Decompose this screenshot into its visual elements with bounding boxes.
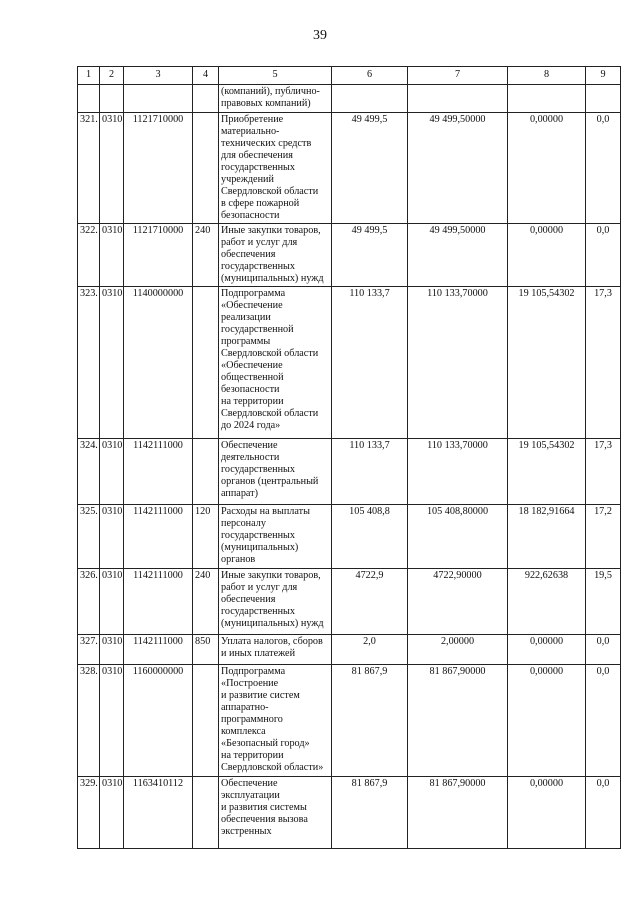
planned-amount: 2,0 [363,636,376,647]
section-code: 0310 [102,666,123,677]
planned-amount: 105 408,8 [349,506,390,517]
expense-type-code-cell [193,665,219,777]
execution-percent: 17,3 [594,440,612,451]
target-code: 1142111000 [133,440,183,451]
planned-amount-cell [332,439,408,505]
column-header-3: 3 [124,67,193,85]
expense-type-code: 240 [195,570,211,581]
item-name-cell [219,505,332,569]
row-number-cell [78,439,100,505]
planned-amount-cell [332,777,408,849]
executed-amount: 19 105,54302 [518,288,575,299]
approved-amount: 110 133,70000 [427,440,488,451]
budget-table [77,66,621,849]
section-code-cell [100,113,124,224]
expense-type-code-cell [193,777,219,849]
target-code: 1160000000 [132,666,184,677]
execution-percent: 0,0 [596,114,610,125]
execution-percent: 19,5 [594,570,612,581]
executed-amount-cell [508,287,586,439]
execution-percent: 0,0 [596,778,610,789]
table-body [78,85,621,849]
executed-amount: 922,62638 [524,570,569,581]
section-code: 0310 [102,778,123,789]
approved-amount: 4722,90000 [433,570,482,581]
column-header-6: 6 [332,67,408,85]
section-code-cell [100,287,124,439]
planned-amount-cell [332,85,408,113]
execution-percent-cell [586,287,621,439]
row-number-cell [78,569,100,635]
table-row [78,505,621,569]
item-name: Иные закупки товаров, работ и услуг для обеспечения государственных (муниципальных) нужд [221,570,324,629]
column-header-2: 2 [100,67,124,85]
row-number: 323. [80,288,98,299]
section-code: 0310 [102,225,123,236]
execution-percent-cell [586,224,621,287]
item-name: Уплата налогов, сборов и иных платежей [221,636,323,659]
approved-amount: 81 867,90000 [429,666,486,677]
target-code-cell [124,665,193,777]
planned-amount: 49 499,5 [351,225,388,236]
planned-amount-cell [332,505,408,569]
executed-amount-cell [508,439,586,505]
row-number: 324. [80,440,98,451]
row-number: 325. [80,506,98,517]
executed-amount-cell [508,635,586,665]
planned-amount-cell [332,287,408,439]
target-code-cell [124,224,193,287]
execution-percent: 17,2 [594,506,612,517]
section-code: 0310 [102,440,123,451]
table-row [78,635,621,665]
approved-amount: 2,00000 [440,636,475,647]
executed-amount: 0,00000 [529,225,564,236]
table-row [78,777,621,849]
target-code-cell [124,287,193,439]
executed-amount: 0,00000 [529,666,564,677]
execution-percent-cell [586,113,621,224]
column-header-7: 7 [408,67,508,85]
section-code-cell [100,85,124,113]
target-code-cell [124,505,193,569]
target-code-cell [124,777,193,849]
row-number: 329. [80,778,98,789]
header-row [78,67,621,85]
planned-amount-cell [332,665,408,777]
item-name-cell [219,287,332,439]
executed-amount: 19 105,54302 [518,440,575,451]
planned-amount-cell [332,635,408,665]
executed-amount-cell [508,505,586,569]
item-name-cell [219,85,332,113]
executed-amount-cell [508,665,586,777]
approved-amount: 49 499,50000 [429,114,486,125]
item-name-cell [219,439,332,505]
table-row [78,85,621,113]
expense-type-code-cell [193,287,219,439]
column-header-9: 9 [586,67,621,85]
target-code: 1163410112 [132,778,184,789]
row-number-cell [78,287,100,439]
execution-percent-cell [586,569,621,635]
row-number: 326. [80,570,98,581]
item-name: Подпрограмма «Построение и развитие систем аппаратно- программного комплекса «Безопасный город» на территории Свердловской области» [221,666,324,773]
item-name-cell [219,777,332,849]
expense-type-code-cell [193,635,219,665]
table-row [78,287,621,439]
row-number: 322. [80,225,98,236]
target-code: 1121710000 [132,225,184,236]
target-code-cell [124,85,193,113]
section-code-cell [100,635,124,665]
execution-percent-cell [586,439,621,505]
executed-amount-cell [508,85,586,113]
item-name: Обеспечение эксплуатации и развития системы обеспечения вызова экстренных [221,778,308,837]
planned-amount: 110 133,7 [349,440,390,451]
row-number-cell [78,85,100,113]
planned-amount: 81 867,9 [351,666,388,677]
row-number-cell [78,635,100,665]
approved-amount-cell [408,85,508,113]
executed-amount-cell [508,224,586,287]
planned-amount: 49 499,5 [351,114,388,125]
execution-percent: 0,0 [596,666,610,677]
target-code-cell [124,635,193,665]
approved-amount-cell [408,569,508,635]
execution-percent-cell [586,777,621,849]
executed-amount-cell [508,777,586,849]
expense-type-code-cell [193,439,219,505]
approved-amount-cell [408,777,508,849]
table-row [78,224,621,287]
executed-amount-cell [508,113,586,224]
section-code: 0310 [102,288,123,299]
section-code-cell [100,505,124,569]
item-name-cell [219,113,332,224]
execution-percent-cell [586,85,621,113]
item-name: (компаний), публично- правовых компаний) [221,86,320,109]
section-code-cell [100,569,124,635]
approved-amount-cell [408,113,508,224]
target-code: 1142111000 [133,506,183,517]
section-code-cell [100,224,124,287]
item-name-cell [219,665,332,777]
item-name-cell [219,224,332,287]
item-name-cell [219,569,332,635]
table-row [78,665,621,777]
row-number-cell [78,777,100,849]
item-name: Обеспечение деятельности государственных органов (центральный аппарат) [221,440,319,499]
target-code: 1142111000 [133,636,183,647]
execution-percent-cell [586,665,621,777]
row-number-cell [78,113,100,224]
column-header-5: 5 [219,67,332,85]
row-number: 328. [80,666,98,677]
execution-percent: 17,3 [594,288,612,299]
expense-type-code-cell [193,113,219,224]
executed-amount: 0,00000 [529,778,564,789]
column-header-1: 1 [78,67,100,85]
execution-percent-cell [586,505,621,569]
item-name: Расходы на выплаты персоналу государственных (муниципальных) органов [221,506,310,565]
executed-amount-cell [508,569,586,635]
target-code: 1142111000 [133,570,183,581]
item-name: Иные закупки товаров, работ и услуг для обеспечения государственных (муниципальных) нужд [221,225,324,284]
section-code: 0310 [102,114,123,125]
executed-amount: 0,00000 [529,636,564,647]
planned-amount: 81 867,9 [351,778,388,789]
section-code-cell [100,665,124,777]
column-header-8: 8 [508,67,586,85]
execution-percent: 0,0 [596,225,610,236]
planned-amount-cell [332,569,408,635]
target-code: 1121710000 [132,114,184,125]
executed-amount: 0,00000 [529,114,564,125]
approved-amount-cell [408,287,508,439]
section-code-cell [100,439,124,505]
row-number: 327. [80,636,98,647]
planned-amount-cell [332,113,408,224]
approved-amount: 49 499,50000 [429,225,486,236]
target-code-cell [124,569,193,635]
approved-amount: 110 133,70000 [427,288,488,299]
page-number: 39 [313,28,327,43]
approved-amount-cell [408,505,508,569]
planned-amount-cell [332,224,408,287]
column-header-4: 4 [193,67,219,85]
execution-percent-cell [586,635,621,665]
execution-percent: 0,0 [596,636,610,647]
approved-amount-cell [408,665,508,777]
row-number-cell [78,505,100,569]
approved-amount-cell [408,439,508,505]
section-code: 0310 [102,506,123,517]
target-code: 1140000000 [132,288,184,299]
target-code-cell [124,439,193,505]
expense-type-code-cell [193,569,219,635]
row-number: 321. [80,114,98,125]
expense-type-code-cell [193,505,219,569]
expense-type-code-cell [193,85,219,113]
expense-type-code: 850 [195,636,211,647]
target-code-cell [124,113,193,224]
expense-type-code-cell [193,224,219,287]
approved-amount: 105 408,80000 [426,506,489,517]
approved-amount-cell [408,635,508,665]
expense-type-code: 120 [195,506,211,517]
table-row [78,569,621,635]
row-number-cell [78,224,100,287]
item-name: Приобретение материально- технических средств для обеспечения государственных учреждений Свердловской области в сфере пожарной безопасности [221,114,319,221]
section-code: 0310 [102,570,123,581]
row-number-cell [78,665,100,777]
item-name: Подпрограмма «Обеспечение реализации государственной программы Свердловской области «Обеспечение общественной безопасности на территории Свердловской области до 2024 года» [221,288,319,431]
executed-amount: 18 182,91664 [518,506,575,517]
approved-amount-cell [408,224,508,287]
item-name-cell [219,635,332,665]
planned-amount: 110 133,7 [349,288,390,299]
expense-type-code: 240 [195,225,211,236]
planned-amount: 4722,9 [355,570,384,581]
section-code-cell [100,777,124,849]
table-row [78,439,621,505]
table-row [78,113,621,224]
section-code: 0310 [102,636,123,647]
approved-amount: 81 867,90000 [429,778,486,789]
